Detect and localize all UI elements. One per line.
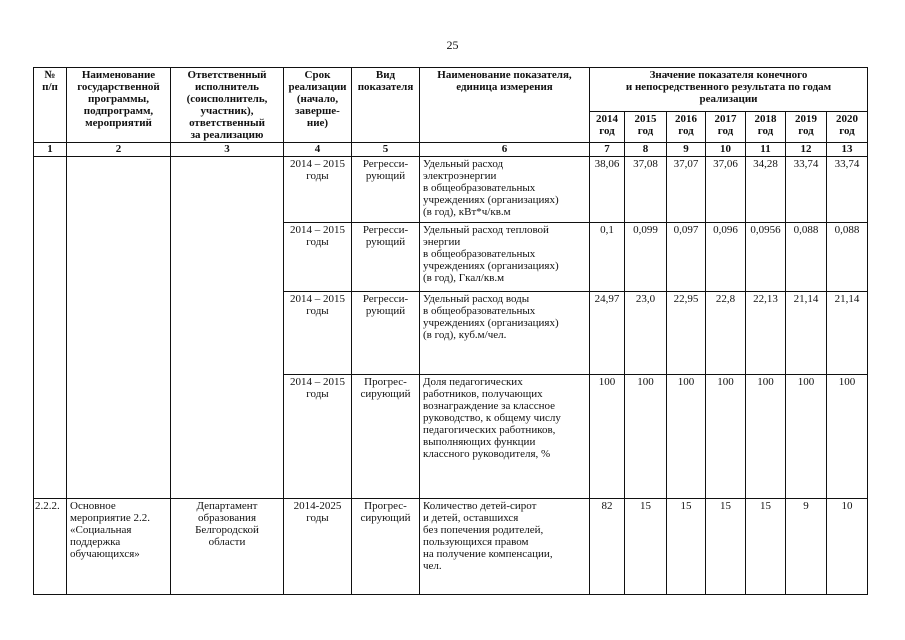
column-number: 10 [706, 143, 746, 157]
value-cell: 100 [706, 375, 746, 499]
row-num-cell: 2.2.2. [34, 499, 67, 595]
column-number: 3 [171, 143, 284, 157]
row-kind-cell: Регресси- рующий [352, 223, 420, 292]
value-cell: 34,28 [746, 157, 786, 223]
header-indicator: Наименование показателя, единица измерения [420, 68, 590, 143]
value-cell: 0,097 [667, 223, 706, 292]
value-cell: 0,0956 [746, 223, 786, 292]
value-cell: 15 [746, 499, 786, 595]
value-cell: 15 [667, 499, 706, 595]
column-number: 4 [284, 143, 352, 157]
value-cell: 100 [827, 375, 868, 499]
row-name-cell: Основное мероприятие 2.2. «Социальная поддержка обучающихся» [67, 499, 171, 595]
value-cell: 82 [590, 499, 625, 595]
value-cell: 9 [786, 499, 827, 595]
column-number: 11 [746, 143, 786, 157]
row-indicator-cell: Количество детей-сирот и детей, оставшихся без попечения родителей, пользующихся правом на получение компенсации, чел. [420, 499, 590, 595]
value-cell: 33,74 [827, 157, 868, 223]
value-cell: 100 [667, 375, 706, 499]
row-period-cell: 2014 – 2015 годы [284, 223, 352, 292]
value-cell: 100 [746, 375, 786, 499]
value-cell: 22,95 [667, 292, 706, 375]
header-year: 2020 год [827, 112, 868, 143]
value-cell: 38,06 [590, 157, 625, 223]
value-cell: 22,13 [746, 292, 786, 375]
value-cell: 0,088 [827, 223, 868, 292]
value-cell: 21,14 [827, 292, 868, 375]
value-cell: 0,088 [786, 223, 827, 292]
value-cell: 22,8 [706, 292, 746, 375]
value-cell: 37,06 [706, 157, 746, 223]
value-cell: 15 [706, 499, 746, 595]
column-number: 8 [625, 143, 667, 157]
column-number: 1 [34, 143, 67, 157]
column-number-row [34, 143, 868, 157]
row-executor-cell [171, 157, 284, 499]
column-number: 13 [827, 143, 868, 157]
column-number: 6 [420, 143, 590, 157]
header-year: 2014 год [590, 112, 625, 143]
value-cell: 100 [590, 375, 625, 499]
header-executor: Ответственный исполнитель (соисполнитель, участник), ответственный за реализацию [171, 68, 284, 143]
column-number: 5 [352, 143, 420, 157]
header-year: 2015 год [625, 112, 667, 143]
row-kind-cell: Регресси- рующий [352, 157, 420, 223]
column-number: 2 [67, 143, 171, 157]
row-kind-cell: Прогрес- сирующий [352, 375, 420, 499]
header-year: 2016 год [667, 112, 706, 143]
value-cell: 24,97 [590, 292, 625, 375]
row-period-cell: 2014-2025 годы [284, 499, 352, 595]
row-indicator-cell: Удельный расход тепловой энергии в общеобразовательных учреждениях (организациях) (в год), Гкал/кв.м [420, 223, 590, 292]
value-cell: 0,099 [625, 223, 667, 292]
value-cell: 37,07 [667, 157, 706, 223]
value-cell: 23,0 [625, 292, 667, 375]
row-period-cell: 2014 – 2015 годы [284, 292, 352, 375]
header-period: Срок реализации (начало, заверше- ние) [284, 68, 352, 143]
table-row [34, 499, 868, 595]
row-num-cell [34, 157, 67, 499]
row-indicator-cell: Удельный расход воды в общеобразовательных учреждениях (организациях) (в год), куб.м/чел. [420, 292, 590, 375]
row-kind-cell: Регресси- рующий [352, 292, 420, 375]
header-year: 2019 год [786, 112, 827, 143]
header-kind: Вид показателя [352, 68, 420, 143]
column-number: 12 [786, 143, 827, 157]
row-period-cell: 2014 – 2015 годы [284, 157, 352, 223]
table-row [34, 157, 868, 223]
row-kind-cell: Прогрес- сирующий [352, 499, 420, 595]
indicator-table [33, 67, 868, 595]
header-values-group: Значение показателя конечного и непосредственного результата по годам реализации [590, 68, 868, 112]
row-executor-cell: Департамент образования Белгородской области [171, 499, 284, 595]
value-cell: 0,1 [590, 223, 625, 292]
column-number: 9 [667, 143, 706, 157]
value-cell: 100 [625, 375, 667, 499]
column-number: 7 [590, 143, 625, 157]
value-cell: 100 [786, 375, 827, 499]
row-name-cell [67, 157, 171, 499]
value-cell: 21,14 [786, 292, 827, 375]
row-indicator-cell: Доля педагогических работников, получающих вознаграждение за классное руководство, к общему числу педагогических работников, выполняющих функции классного руководителя, % [420, 375, 590, 499]
header-name: Наименование государственной программы, подпрограмм, мероприятий [67, 68, 171, 143]
header-num: № п/п [34, 68, 67, 143]
row-period-cell: 2014 – 2015 годы [284, 375, 352, 499]
header-year: 2017 год [706, 112, 746, 143]
value-cell: 37,08 [625, 157, 667, 223]
value-cell: 10 [827, 499, 868, 595]
header-year: 2018 год [746, 112, 786, 143]
value-cell: 15 [625, 499, 667, 595]
page-number: 25 [446, 38, 459, 52]
row-indicator-cell: Удельный расход электроэнергии в общеобразовательных учреждениях (организациях) (в год), кВт*ч/кв.м [420, 157, 590, 223]
value-cell: 33,74 [786, 157, 827, 223]
value-cell: 0,096 [706, 223, 746, 292]
